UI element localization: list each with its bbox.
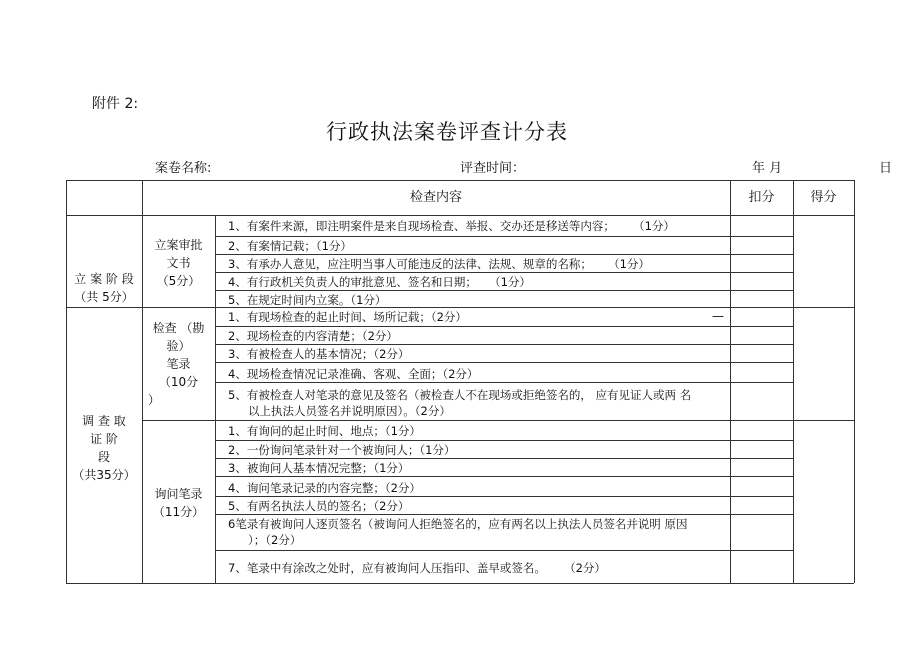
phase-name-line: 调 查 取 bbox=[82, 414, 126, 428]
form-title: 行政执法案卷评查计分表 bbox=[326, 120, 568, 144]
group-inspection-record bbox=[142, 319, 215, 409]
item-filing-1: 1、有案件来源，即注明案件是来自现场检查、举报、交办还是移送等内容； （1分） bbox=[228, 219, 675, 233]
item-filing-5: 5、在规定时间内立案。（1分） bbox=[228, 293, 387, 307]
attachment-label: 附件 2: bbox=[92, 96, 139, 112]
group-name-line: 询问笔录 bbox=[154, 487, 203, 501]
group-filing-approval bbox=[142, 236, 215, 290]
year-month-label: 年 月 bbox=[752, 161, 783, 176]
item-line: 5、有被检查人对笔录的意见及签名（被检查人不在现场或拒绝签名的， 应有见证人或两 名 bbox=[228, 388, 692, 402]
header-deduct: 扣分 bbox=[748, 190, 775, 205]
dash-mark: — bbox=[712, 309, 724, 323]
header-content: 检查内容 bbox=[409, 190, 462, 205]
group-name-line: （11分） bbox=[152, 505, 205, 519]
review-time-label: 评查时间： bbox=[460, 161, 526, 176]
item-inspection-5 bbox=[228, 387, 691, 419]
phase-investigation-name bbox=[66, 412, 142, 484]
group-name-line: 文书 bbox=[166, 256, 191, 270]
item-inspection-4: 4、现场检查情况记录准确、客观、全面；（2分） bbox=[228, 367, 479, 381]
case-name-label: 案卷名称: bbox=[155, 161, 212, 176]
group-name-line: 检查 （勘 bbox=[152, 321, 205, 335]
group-name-line: （5分） bbox=[156, 274, 201, 288]
phase-name-line: 证 阶 bbox=[90, 432, 118, 446]
group-name-line: 笔录 bbox=[166, 357, 191, 371]
phase-filing-name: 立 案 阶 段 bbox=[74, 272, 134, 286]
header-score: 得分 bbox=[810, 190, 837, 205]
item-line: ）；（2分） bbox=[248, 533, 302, 547]
item-inspection-2: 2、现场检查的内容清楚；（2分） bbox=[228, 329, 398, 343]
item-filing-4: 4、有行政机关负责人的审批意见、签名和日期； （1分） bbox=[228, 275, 531, 289]
group-name-line: ） bbox=[148, 393, 161, 407]
item-filing-2: 2、有案情记载；（1分） bbox=[228, 239, 352, 253]
phase-name-line: 段 bbox=[97, 450, 110, 464]
phase-filing-total: （共 5分） bbox=[74, 290, 134, 304]
group-name-line: （10分 bbox=[158, 375, 199, 389]
item-inquiry-4: 4、询问笔录记录的内容完整；（2分） bbox=[228, 481, 421, 495]
item-inquiry-2: 2、一份询问笔录针对一个被询问人；（1分） bbox=[228, 443, 456, 457]
group-name-line: 验） bbox=[166, 339, 191, 353]
group-inquiry-record bbox=[142, 485, 215, 521]
item-inspection-3: 3、有被检查人的基本情况；（2分） bbox=[228, 347, 410, 361]
day-label: 日 bbox=[879, 161, 893, 176]
item-filing-3: 3、有承办人意见，应注明当事人可能违反的法律、法规、规章的名称； （1分） bbox=[228, 257, 650, 271]
item-inquiry-3: 3、被询问人基本情况完整；（1分） bbox=[228, 461, 410, 475]
group-name-line: 立案审批 bbox=[154, 238, 203, 252]
item-inquiry-1: 1、有询问的起止时间、地点；（1分） bbox=[228, 424, 421, 438]
item-inquiry-5: 5、有两名执法人员的签名；（2分） bbox=[228, 499, 410, 513]
item-line: 以上执法人员签名并说明原因）。（2分） bbox=[248, 404, 451, 418]
phase-total: （共35分） bbox=[72, 468, 136, 482]
item-inquiry-6 bbox=[228, 516, 687, 548]
item-inspection-1: 1、有现场检查的起止时间、场所记载；（2分） bbox=[228, 310, 467, 324]
item-inquiry-7: 7、笔录中有涂改之处时，应有被询问人压指印、盖早或签名。 （2分） bbox=[228, 561, 606, 575]
item-line: 6笔录有被询问人逐页签名（被询问人拒绝签名的，应有两名以上执法人员签名并说明 原因 bbox=[228, 517, 688, 531]
